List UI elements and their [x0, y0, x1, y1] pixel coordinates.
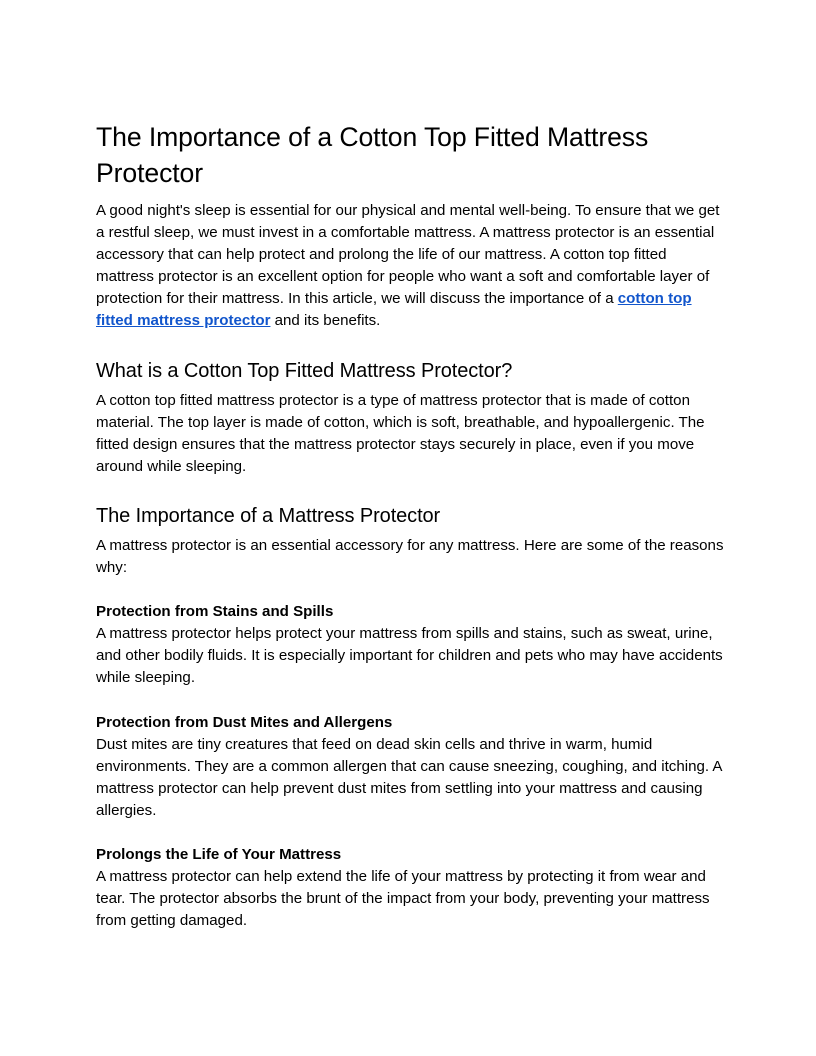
cotton-top-protector-link[interactable]: cotton top fitted mattress protector: [96, 290, 692, 330]
intro-text-after-link: and its benefits.: [270, 312, 381, 330]
section-heading: What is a Cotton Top Fitted Mattress Protector?: [96, 359, 513, 382]
intro-text-before-link: A good night's sleep is essential for our physical and mental well-being. To ensure that we get a restful sleep, we must invest in a comfortable mattress. A mattress protector is an essential accessory that can help protect and prolong the life of our mattress. A cotton top fitted mattress protector is an excellent option for people who want a soft and comfortable layer of protection for their mattress. In this article, we will discuss the importance of a: [96, 202, 720, 308]
intro-paragraph: [96, 200, 726, 333]
section-body: A mattress protector is an essential accessory for any mattress. Here are some of the reasons why:: [96, 536, 724, 577]
section-what-is: [96, 357, 726, 478]
subsection-prolongs-life: [96, 844, 726, 932]
subsection-stains: [96, 601, 726, 689]
subsection-heading: Prolongs the Life of Your Mattress: [96, 845, 342, 863]
subsection-heading: Protection from Stains and Spills: [96, 603, 334, 621]
subsection-body: Dust mites are tiny creatures that feed on dead skin cells and thrive in warm, humid environments. They are a common allergen that can cause sneezing, coughing, and itching. A mattress protector can help prevent dust mites from settling into your mattress and causing allergies.: [96, 735, 722, 819]
subsection-dust-mites: [96, 712, 726, 822]
subsection-body: A mattress protector can help extend the life of your mattress by protecting it from wear and tear. The protector absorbs the brunt of the impact from your body, preventing your mattress from getting damaged.: [96, 868, 710, 930]
document-page: [96, 119, 726, 932]
page-title: The Importance of a Cotton Top Fitted Mattress Protector: [96, 122, 649, 188]
subsection-heading: Protection from Dust Mites and Allergens: [96, 713, 393, 731]
section-importance: [96, 502, 726, 932]
subsection-body: A mattress protector helps protect your mattress from spills and stains, such as sweat, urine, and other bodily fluids. It is especially important for children and pets who may have accidents while sleeping.: [96, 625, 723, 687]
section-heading: The Importance of a Mattress Protector: [96, 504, 441, 527]
section-body: A cotton top fitted mattress protector is a type of mattress protector that is made of cotton material. The top layer is made of cotton, which is soft, breathable, and hypoallergenic. The fitted design ensures that the mattress protector stays securely in place, even if you move around while sleeping.: [96, 391, 705, 475]
